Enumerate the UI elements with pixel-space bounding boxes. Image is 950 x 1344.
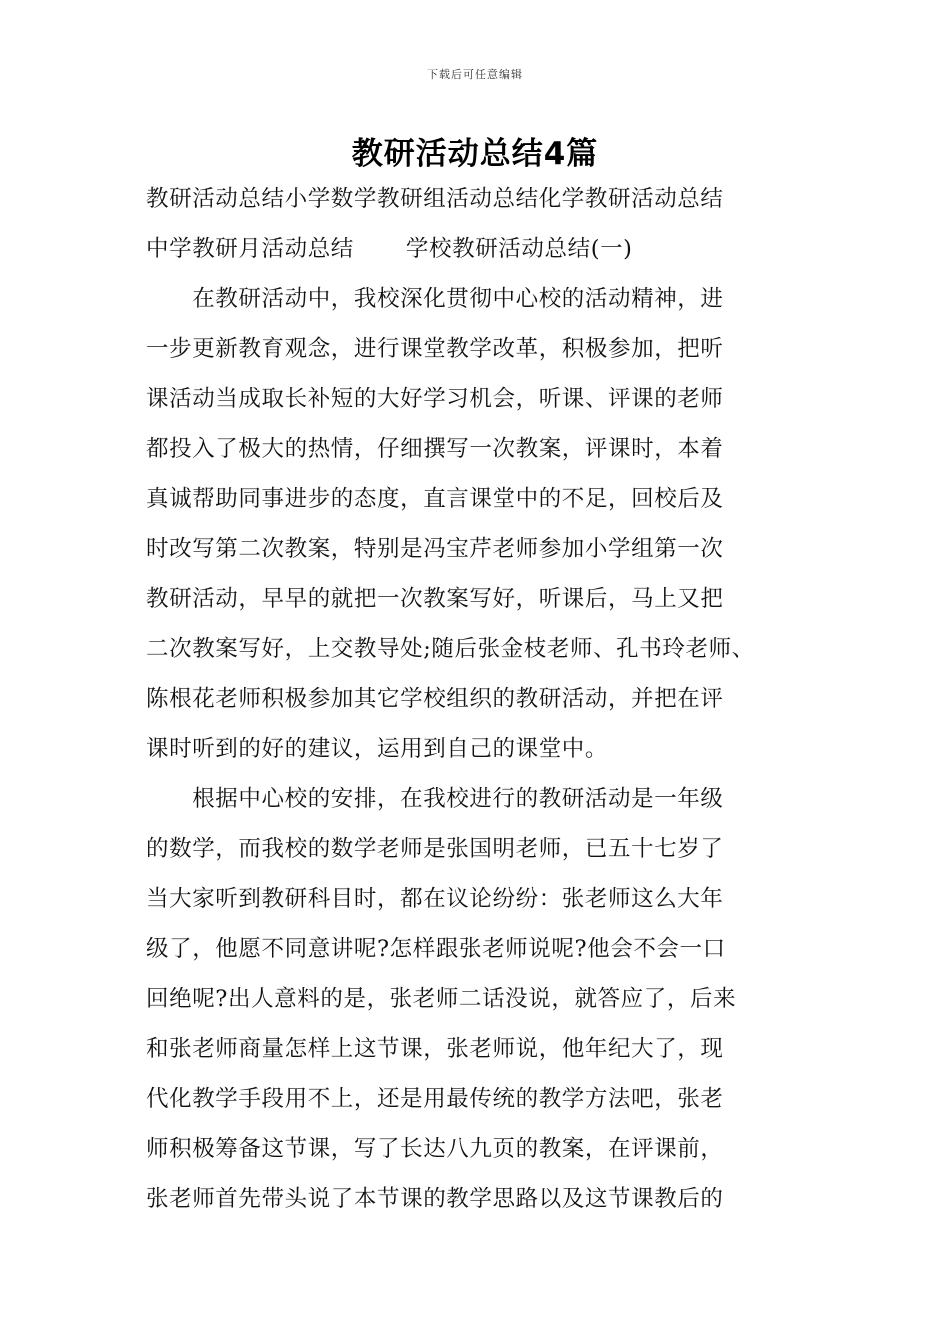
subtitle-item: 学校教研活动总结(一) [405,236,633,262]
paragraph-line: 根据中心校的安排，在我校进行的教研活动是一年级 [146,786,724,812]
paragraph-line: 和张老师商量怎样上这节课，张老师说，他年纪大了，现 [146,1036,724,1062]
paragraph-line: 都投入了极大的热情，仔细撰写一次教案，评课时，本着 [146,436,724,462]
document-title: 教研活动总结4篇 [351,136,599,172]
paragraph-line: 师积极筹备这节课，写了长达八九页的教案，在评课前， [146,1136,724,1162]
paragraph-line: 陈根花老师积极参加其它学校组织的教研活动，并把在评 [146,686,724,712]
paragraph-line: 的数学，而我校的数学老师是张国明老师，已五十七岁了 [146,836,724,862]
header-note: 下载后可任意编辑 [427,68,523,81]
paragraph-line: 代化教学手段用不上，还是用最传统的教学方法吧，张老 [146,1086,724,1112]
paragraph-line: 二次教案写好，上交教导处;随后张金枝老师、孔书玲老师、 [146,636,755,662]
paragraph-line: 在教研活动中，我校深化贯彻中心校的活动精神，进 [146,286,724,312]
paragraph-line: 一步更新教育观念，进行课堂教学改革，积极参加，把听 [146,336,724,362]
paragraph-line: 课时听到的好的建议，运用到自己的课堂中。 [146,736,609,762]
paragraph-line: 真诚帮助同事进步的态度，直言课堂中的不足，回校后及 [146,486,724,512]
paragraph-line: 张老师首先带头说了本节课的教学思路以及这节课教后的 [146,1186,724,1212]
subtitle-item: 中学教研月活动总结 [146,236,354,262]
paragraph-line: 时改写第二次教案，特别是冯宝芹老师参加小学组第一次 [146,536,724,562]
paragraph-line: 课活动当成取长补短的大好学习机会，听课、评课的老师 [146,386,724,412]
paragraph-line: 级了，他愿不同意讲呢?怎样跟张老师说呢?他会不会一口 [146,936,726,962]
subtitle-line [146,234,811,264]
subtitle-line: 教研活动总结小学数学教研组活动总结化学教研活动总结 [146,186,724,212]
paragraph-line: 当大家听到教研科目时，都在议论纷纷：张老师这么大年 [146,886,724,912]
paragraph-line: 回绝呢?出人意料的是，张老师二话没说，就答应了，后来 [146,986,737,1012]
paragraph-line: 教研活动，早早的就把一次教案写好，听课后，马上又把 [146,586,724,612]
